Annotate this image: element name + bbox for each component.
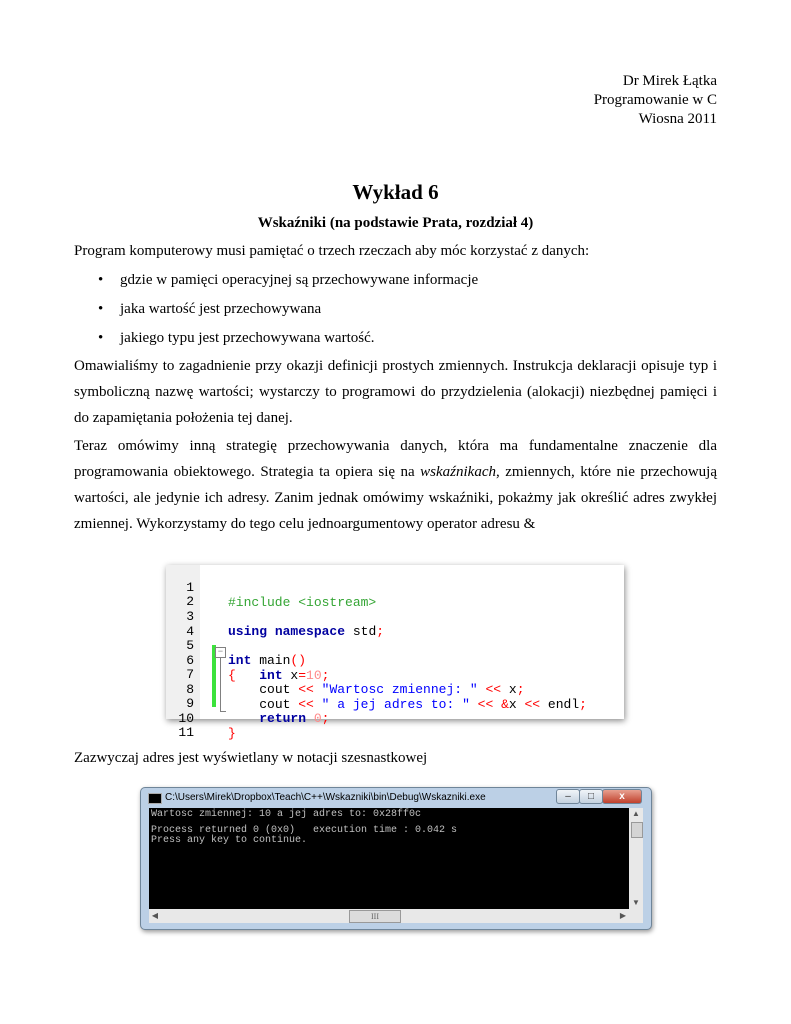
line-number: 3 xyxy=(186,609,194,624)
lecture-subtitle: Wskaźniki (na podstawie Prata, rozdział 4) xyxy=(257,215,534,231)
vertical-scrollbar[interactable] xyxy=(629,808,643,909)
scroll-left-icon[interactable]: ◀ xyxy=(151,911,159,920)
author-name: Dr Mirek Łątka xyxy=(622,73,717,89)
resize-corner xyxy=(629,909,643,923)
code-line xyxy=(166,594,624,639)
code-line xyxy=(166,710,624,740)
paragraph-text: Teraz omówimy inną strategię przechowywania danych, która ma fundamentalne znaczenie dla programowania obiektowego. Strategia ta opiera się na xyxy=(74,438,717,480)
line-number: 5 xyxy=(186,638,194,653)
code-text: } xyxy=(228,726,236,741)
bullet-item: • gdzie w pamięci operacyjnej są przechowywane informacje xyxy=(74,266,478,295)
console-line: Wartosc zmiennej: 10 a jej adres to: 0x28ff0c xyxy=(151,809,422,820)
line-number: 9 xyxy=(186,696,194,711)
minimize-button[interactable]: – xyxy=(556,789,580,804)
close-button[interactable]: x xyxy=(602,789,642,804)
line-number: 7 xyxy=(186,667,194,682)
course-name: Programowanie w C xyxy=(593,92,717,108)
emphasis-term: wskaźnikach xyxy=(420,464,496,480)
code-text: cout << "Wartosc zmiennej: " << x; xyxy=(259,682,525,697)
line-number: 11 xyxy=(178,725,194,740)
code-line xyxy=(166,623,624,668)
scroll-thumb[interactable] xyxy=(631,822,643,838)
bullet-list xyxy=(74,266,478,353)
fold-toggle-icon[interactable]: − xyxy=(215,647,226,658)
maximize-button[interactable]: □ xyxy=(579,789,603,804)
line-number: 8 xyxy=(186,682,194,697)
code-text: return 0; xyxy=(259,711,330,726)
code-text: int main() xyxy=(228,653,307,668)
bullet-item: • jakiego typu jest przechowywana wartość. xyxy=(74,324,478,353)
scroll-grip[interactable]: III xyxy=(349,910,401,923)
code-text: { int x=10; xyxy=(228,668,330,683)
paragraph-pointers xyxy=(74,433,717,537)
code-text: cout << " a jej adres to: " << &x << endl; xyxy=(259,697,587,712)
console-output xyxy=(149,808,629,909)
paragraph-hex-note: Zazwyczaj adres jest wyświetlany w notacji szesnastkowej xyxy=(74,750,428,766)
horizontal-scrollbar[interactable] xyxy=(149,909,629,923)
code-text: using namespace std; xyxy=(228,624,385,639)
console-window xyxy=(140,787,652,930)
line-number: 6 xyxy=(186,653,194,668)
console-line: Process returned 0 (0x0) execution time : 0.042 s xyxy=(151,825,458,836)
line-number: 1 xyxy=(186,580,194,595)
code-text: #include <iostream> xyxy=(228,595,377,610)
paragraph-declarations: Omawialiśmy to zagadnienie przy okazji definicji prostych zmiennych. Instrukcja deklaracji opisuje typ i symboliczną nazwę wartości; wystarczy to programowi do przydzielenia (alokacji) niezbędnej pamięci i do zapamiętania położenia tej danej. xyxy=(74,358,717,426)
line-number: 4 xyxy=(186,624,194,639)
lecture-title: Wykład 6 xyxy=(352,180,439,204)
paragraph-text: , zmiennych, które nie przechowują wartości, ale jedynie ich adresy. Zanim jednak omówimy wskaźniki, pokażmy jak określić adres zwykłej zmiennej. Wykorzystamy do tego celu jednoargumentowy operator adresu & xyxy=(74,464,717,532)
line-number: 10 xyxy=(178,711,194,726)
console-line: Press any key to continue. xyxy=(151,835,308,846)
scroll-right-icon[interactable]: ▶ xyxy=(619,911,627,920)
code-line xyxy=(166,565,624,610)
document-header xyxy=(594,72,717,129)
bullet-item: • jaka wartość jest przechowywana xyxy=(74,295,478,324)
console-app-icon xyxy=(148,793,162,804)
code-screenshot xyxy=(166,565,624,741)
line-number: 2 xyxy=(186,594,194,609)
intro-paragraph: Program komputerowy musi pamiętać o trzech rzeczach aby móc korzystać z danych: xyxy=(74,243,590,259)
scroll-down-icon[interactable]: ▼ xyxy=(632,898,640,907)
console-window-title: C:\Users\Mirek\Dropbox\Teach\C++\Wskazniki\bin\Debug\Wskazniki.exe xyxy=(165,792,486,803)
scroll-up-icon[interactable]: ▲ xyxy=(632,809,640,818)
term-name: Wiosna 2011 xyxy=(638,111,717,127)
